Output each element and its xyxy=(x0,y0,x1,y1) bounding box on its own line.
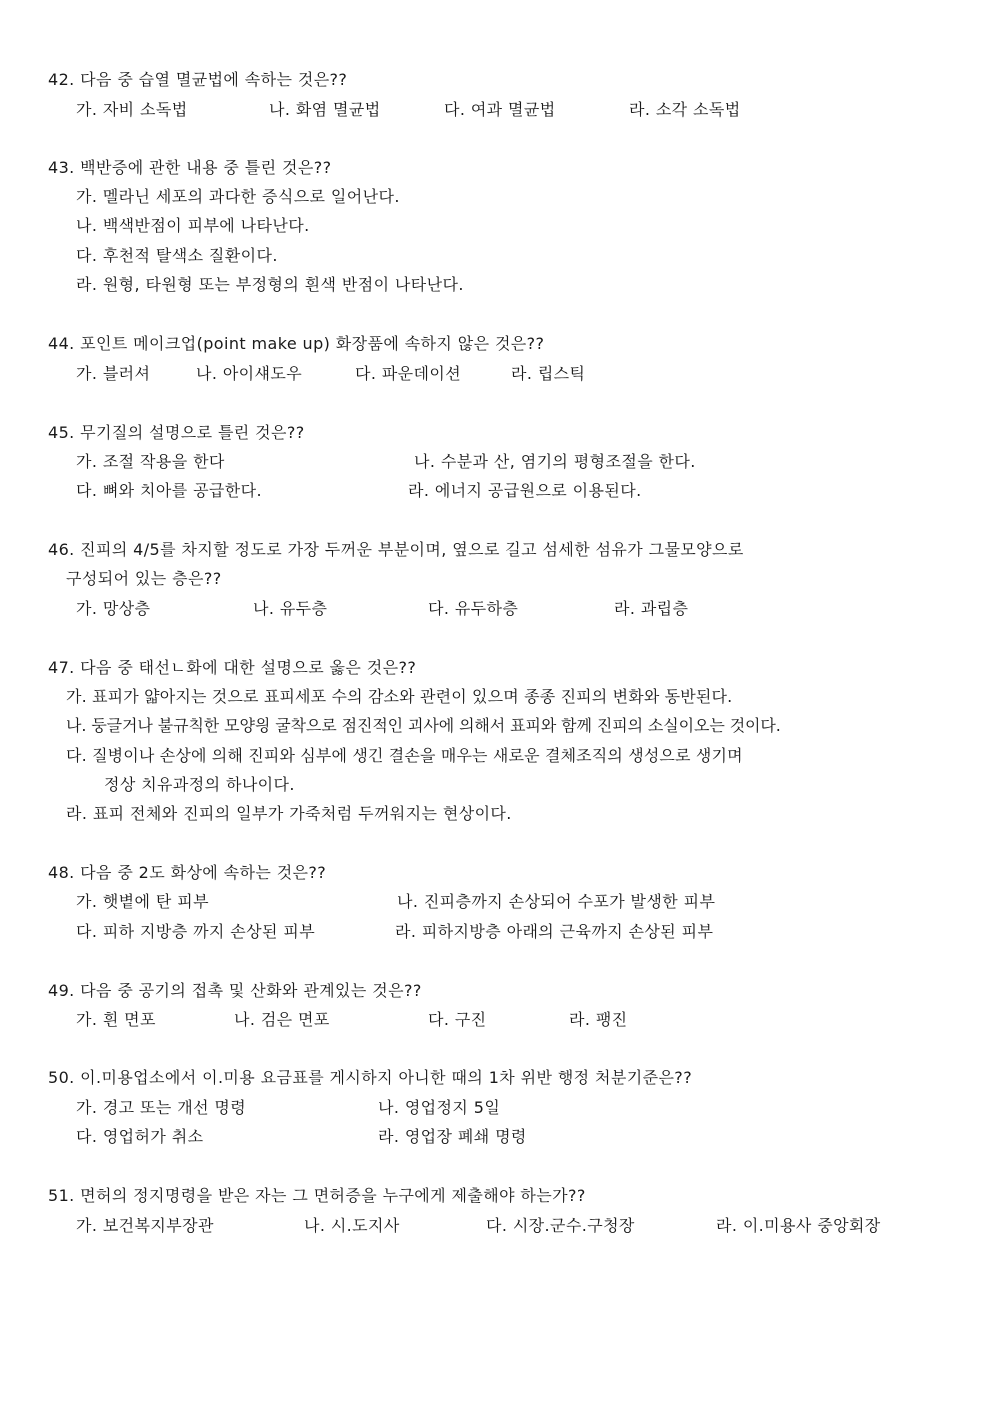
option-49-da: 다. 구진 xyxy=(428,1010,487,1029)
question-51: 51. 면허의 정지명령을 받은 자는 그 면허증을 누구에게 제출해야 하는가?? xyxy=(48,1186,586,1205)
question-50: 50. 이.미용업소에서 이.미용 요금표를 게시하지 아니한 때의 1차 위반 행정 처분기준은?? xyxy=(48,1068,693,1087)
option-42-da: 다. 여과 멸균법 xyxy=(444,100,556,119)
option-48-ra: 라. 피하지방층 아래의 근육까지 손상된 피부 xyxy=(395,922,714,941)
option-44-ra: 라. 립스틱 xyxy=(511,364,586,383)
question-47: 47. 다음 중 태선ㄴ화에 대한 설명으로 옳은 것은?? xyxy=(48,658,417,677)
option-42-ra: 라. 소각 소독법 xyxy=(629,100,741,119)
question-43: 43. 백반증에 관한 내용 중 틀린 것은?? xyxy=(48,158,332,177)
question-45: 45. 무기질의 설명으로 틀린 것은?? xyxy=(48,423,305,442)
option-47-ga: 가. 표피가 얇아지는 것으로 표피세포 수의 감소와 관련이 있으며 종종 진피의 변화와 동반된다. xyxy=(66,687,733,706)
question-44: 44. 포인트 메이크업(point make up) 화장품에 속하지 않은 것은?? xyxy=(48,334,545,353)
option-48-ga: 가. 햇볕에 탄 피부 xyxy=(76,892,209,911)
question-46: 46. 진피의 4/5를 차지할 정도로 가장 두꺼운 부분이며, 옆으로 길고 섬세한 섬유가 그물모양으로 xyxy=(48,540,744,559)
option-46-na: 나. 유두층 xyxy=(253,599,328,618)
option-51-na: 나. 시.도지사 xyxy=(304,1216,400,1235)
option-46-ga: 가. 망상층 xyxy=(76,599,151,618)
option-50-da: 다. 영업허가 취소 xyxy=(76,1127,204,1146)
option-51-ga: 가. 보건복지부장관 xyxy=(76,1216,214,1235)
option-49-ra: 라. 팽진 xyxy=(569,1010,628,1029)
option-50-na: 나. 영업정지 5일 xyxy=(378,1098,501,1117)
option-51-ra: 라. 이.미용사 중앙회장 xyxy=(716,1216,881,1235)
question-49: 49. 다음 중 공기의 접촉 및 산화와 관계있는 것은?? xyxy=(48,981,422,1000)
option-45-na: 나. 수분과 산, 염기의 평형조절을 한다. xyxy=(414,452,696,471)
option-47-na: 나. 둥글거나 불규칙한 모양읭 굴착으로 점진적인 괴사에 의해서 표피와 함께 진피의 소실이오는 것이다. xyxy=(66,716,781,735)
option-48-na: 나. 진피층까지 손상되어 수포가 발생한 피부 xyxy=(397,892,716,911)
option-50-ga: 가. 경고 또는 개선 명령 xyxy=(76,1098,247,1117)
question-46-continued: 구성되어 있는 층은?? xyxy=(66,569,222,588)
option-43-na: 나. 백색반점이 피부에 나타난다. xyxy=(76,216,310,235)
option-47-da-continued: 정상 치유과정의 하나이다. xyxy=(104,775,295,794)
option-43-ga: 가. 멜라닌 세포의 과다한 증식으로 일어난다. xyxy=(76,187,400,206)
option-49-na: 나. 검은 면포 xyxy=(234,1010,330,1029)
question-42: 42. 다음 중 습열 멸균법에 속하는 것은?? xyxy=(48,70,348,89)
option-44-na: 나. 아이섀도우 xyxy=(196,364,303,383)
option-47-da: 다. 질병이나 손상에 의해 진피와 심부에 생긴 결손을 매우는 새로운 결체조직의 생성으로 생기며 xyxy=(66,746,743,765)
option-47-ra: 라. 표피 전체와 진피의 일부가 가죽처럼 두꺼워지는 현상이다. xyxy=(66,804,512,823)
option-48-da: 다. 피하 지방층 까지 손상된 피부 xyxy=(76,922,316,941)
option-44-da: 다. 파운데이션 xyxy=(355,364,462,383)
option-43-da: 다. 후천적 탈색소 질환이다. xyxy=(76,246,278,265)
option-43-ra: 라. 원형, 타원형 또는 부정형의 흰색 반점이 나타난다. xyxy=(76,275,464,294)
question-48: 48. 다음 중 2도 화상에 속하는 것은?? xyxy=(48,863,327,882)
option-45-ra: 라. 에너지 공급원으로 이용된다. xyxy=(408,481,642,500)
option-50-ra: 라. 영업장 폐쇄 명령 xyxy=(378,1127,527,1146)
option-45-da: 다. 뼈와 치아를 공급한다. xyxy=(76,481,262,500)
option-44-ga: 가. 블러셔 xyxy=(76,364,151,383)
option-46-ra: 라. 과립층 xyxy=(614,599,689,618)
option-49-ga: 가. 흰 면포 xyxy=(76,1010,156,1029)
option-46-da: 다. 유두하층 xyxy=(428,599,519,618)
option-51-da: 다. 시장.군수.구청장 xyxy=(486,1216,635,1235)
option-42-na: 나. 화염 멸균법 xyxy=(269,100,381,119)
option-45-ga: 가. 조절 작용을 한다 xyxy=(76,452,225,471)
option-42-ga: 가. 자비 소독법 xyxy=(76,100,188,119)
